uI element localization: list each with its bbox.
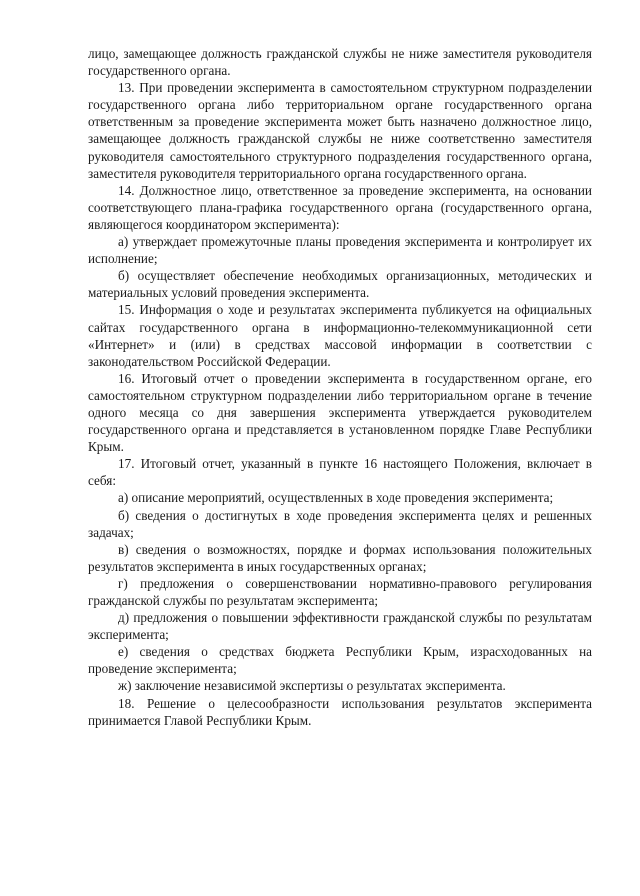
paragraph-item-15: 15. Информация о ходе и результатах эксперимента публикуется на официальных сайтах государственного органа в информационно-телекоммуникационной сети «Интернет» и (или) в средствах массовой информации в соответствии с законодательством Российской Федерации. — [88, 302, 592, 369]
paragraph-item-17: 17. Итоговый отчет, указанный в пункте 16 настоящего Положения, включает в себя: — [88, 456, 592, 489]
paragraph-item-13: 13. При проведении эксперимента в самостоятельном структурном подразделении государственного органа либо территориальном органе государственного органа ответственным за проведение эксперимента может быть назначено должностное лицо, замещающее должность гражданской службы не ниже соответственно заместителя руководителя самостоятельного структурного подразделения государственного органа, заместителя руководителя территориального органа государственного органа. — [88, 80, 592, 181]
paragraph-item-18: 18. Решение о целесообразности использования результатов эксперимента принимается Главой Республики Крым. — [88, 695, 592, 728]
paragraph-item-17g: г) предложения о совершенствовании нормативно-правового регулирования гражданской службы по результатам эксперимента; — [88, 575, 592, 608]
paragraph-item-14b: б) осуществляет обеспечение необходимых организационных, методических и материальных условий проведения эксперимента. — [88, 268, 592, 301]
paragraph-item-17e: е) сведения о средствах бюджета Республики Крым, израсходованных на проведение эксперимента; — [88, 644, 592, 677]
paragraph-item-17d: д) предложения о повышении эффективности гражданской службы по результатам эксперимента; — [88, 610, 592, 643]
paragraph-continuation: лицо, замещающее должность гражданской службы не ниже заместителя руководителя государственного органа. — [88, 46, 592, 79]
paragraph-item-16: 16. Итоговый отчет о проведении эксперимента в государственном органе, его самостоятельном структурном подразделении либо территориальном органе в течение одного месяца со дня завершения эксперимента утверждается руководителем государственного органа и представляется в установленном порядке Главе Республики Крым. — [88, 370, 592, 455]
paragraph-item-17zh: ж) заключение независимой экспертизы о результатах эксперимента. — [118, 678, 506, 694]
paragraph-item-17v: в) сведения о возможностях, порядке и формах использования положительных результатов эксперимента в иных государственных органах; — [88, 541, 592, 574]
paragraph-item-14: 14. Должностное лицо, ответственное за проведение эксперимента, на основании соответствующего плана-графика государственного органа (государственного органа, являющегося координатором эксперимента): — [88, 182, 592, 232]
paragraph-item-17a: а) описание мероприятий, осуществленных в ходе проведения эксперимента; — [118, 490, 554, 506]
paragraph-item-14a: а) утверждает промежуточные планы проведения эксперимента и контролирует их исполнение; — [88, 234, 592, 267]
paragraph-item-17b: б) сведения о достигнутых в ходе проведения эксперимента целях и решенных задачах; — [88, 507, 592, 540]
document-page — [88, 45, 592, 729]
